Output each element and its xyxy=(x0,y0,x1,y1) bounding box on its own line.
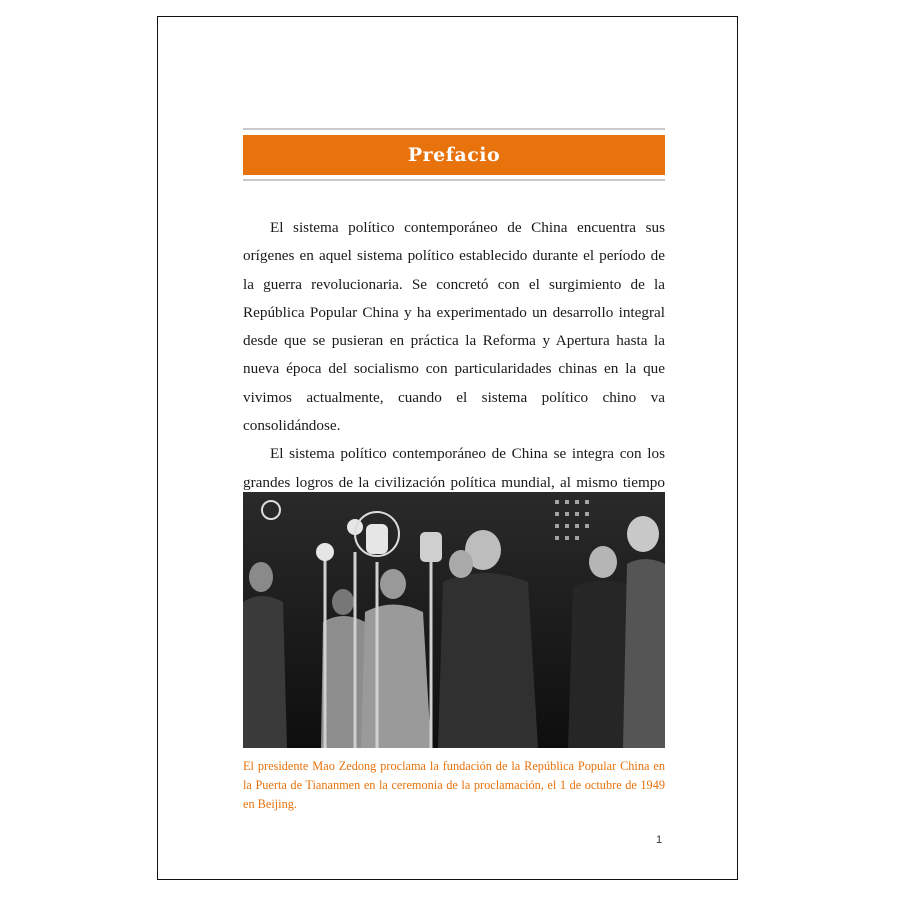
page-title: Prefacio xyxy=(407,144,501,166)
page-number: 1 xyxy=(656,834,663,846)
paragraph-2: El sistema político contemporáneo de China se integra con los grandes logros de la civilización política mundial, al mismo tiempo xyxy=(243,445,665,491)
title-banner xyxy=(243,135,665,175)
photo-caption: El presidente Mao Zedong proclama la fundación de la República Popular China en la Puerta de Tiananmen en la ceremonia de la proclamación, el 1 de octubre de 1949 en Beijing. xyxy=(243,759,665,811)
title-bottom-rule xyxy=(243,179,665,181)
title-top-rule xyxy=(243,128,665,130)
paragraph-1: El sistema político contemporáneo de China encuentra sus orígenes en aquel sistema político establecido durante el período de la guerra revolucionaria. Se concretó con el surgimiento de la República Popular China y ha experimentado un desarrollo integral desde que se pusieran en práctica la Reforma y Apertura hasta la nueva época del socialismo con particularidades chinas en la que vivimos actualmente, cuando el sistema político chino va consolidándose. xyxy=(243,219,665,435)
historical-photo xyxy=(243,492,665,748)
body-text xyxy=(243,214,665,497)
